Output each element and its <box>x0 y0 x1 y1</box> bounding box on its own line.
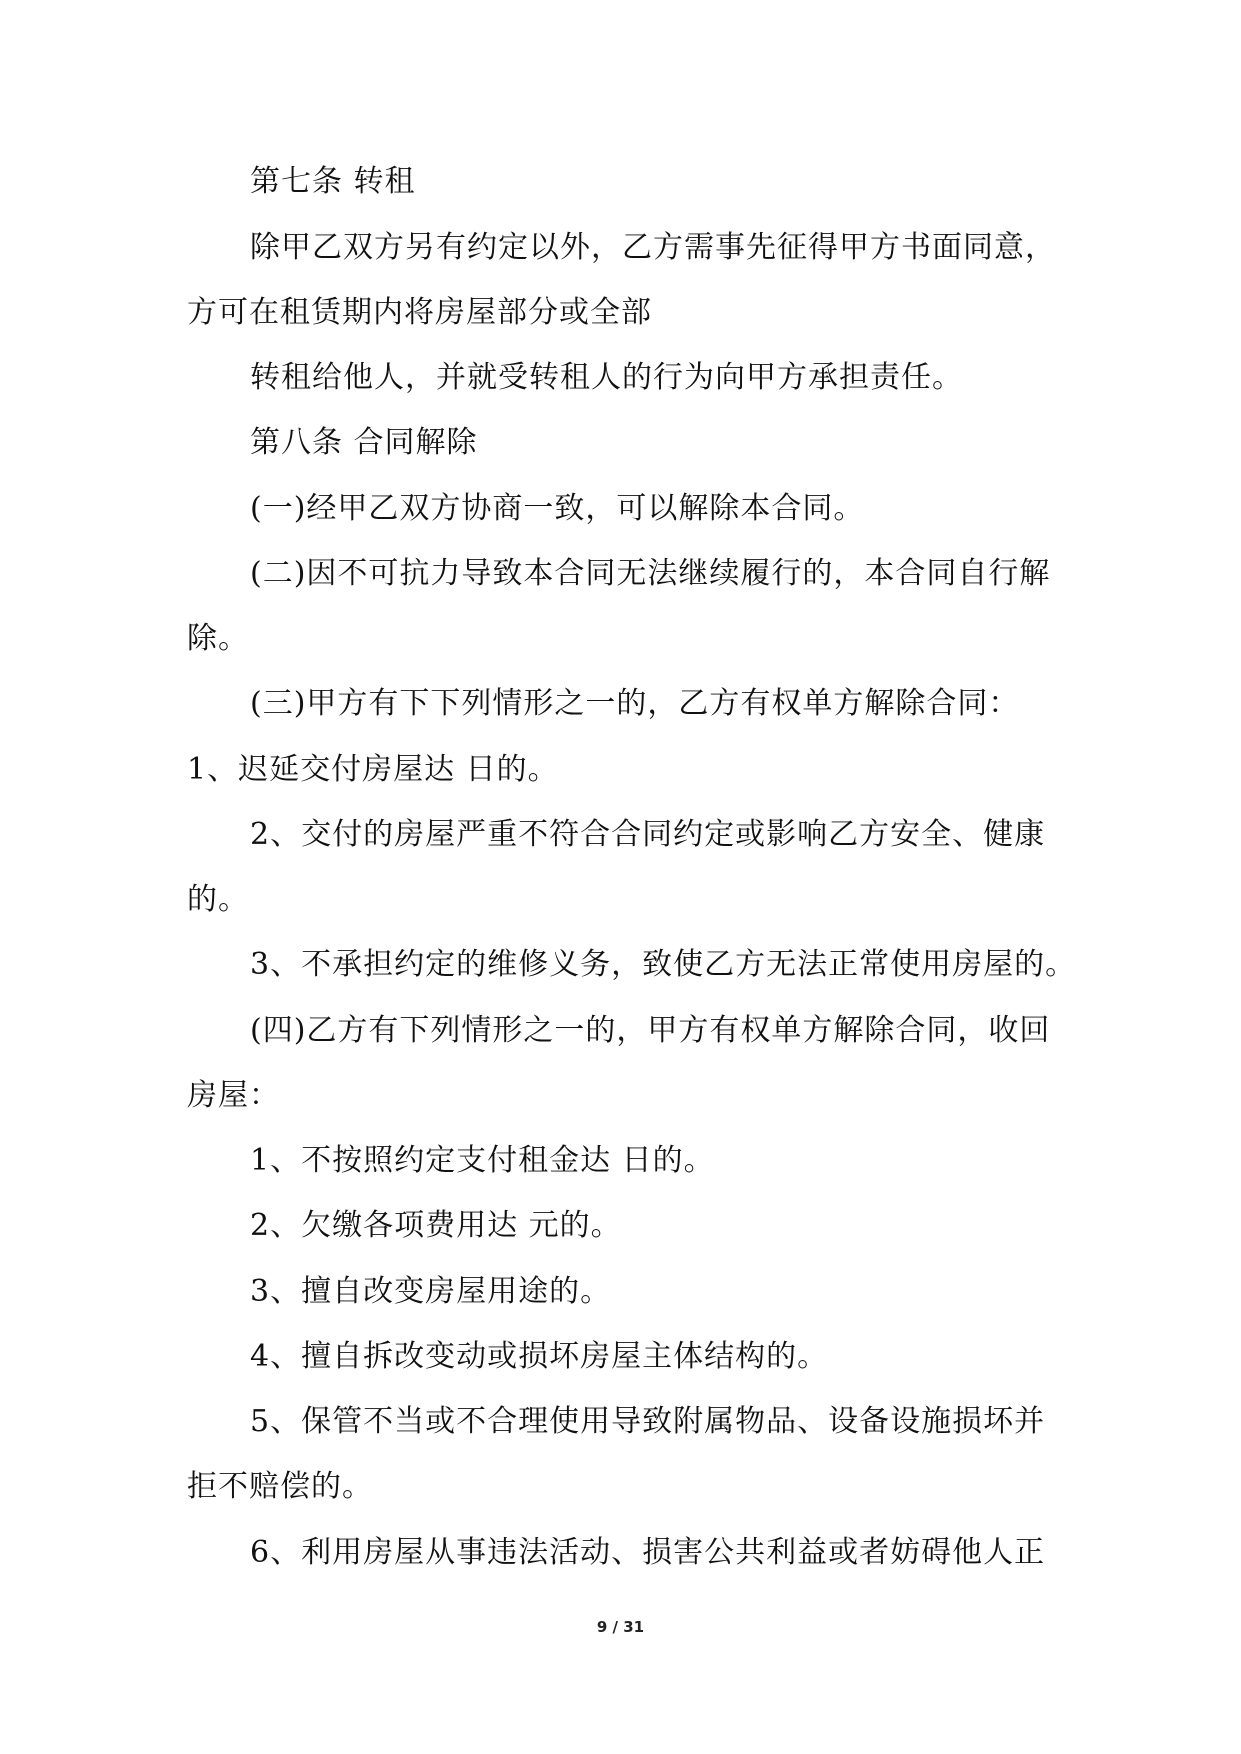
paragraph-line: 1、迟延交付房屋达 日的。 <box>187 752 559 787</box>
paragraph-line: 2、欠缴各项费用达 元的。 <box>250 1208 622 1243</box>
paragraph-line: (三)甲方有下下列情形之一的，乙方有权单方解除合同： <box>250 686 1020 721</box>
paragraph-line: 的。 <box>187 882 249 917</box>
page-number: 9 / 31 <box>596 1618 645 1636</box>
article-8-heading: 第八条 合同解除 <box>250 425 478 460</box>
paragraph-line: 1、不按照约定支付租金达 日的。 <box>250 1143 715 1178</box>
paragraph-line: 2、交付的房屋严重不符合合同约定或影响乙方安全、健康 <box>250 817 1046 852</box>
paragraph-line: (二)因不可抗力导致本合同无法继续履行的，本合同自行解 <box>250 556 1051 591</box>
paragraph-line: 拒不赔偿的。 <box>187 1469 373 1504</box>
paragraph-line: 转租给他人，并就受转租人的行为向甲方承担责任。 <box>250 360 963 395</box>
paragraph-line: 3、不承担约定的维修义务，致使乙方无法正常使用房屋的。 <box>250 947 1077 982</box>
paragraph-line: 4、擅自拆改变动或损坏房屋主体结构的。 <box>250 1339 829 1374</box>
paragraph-line: (四)乙方有下列情形之一的，甲方有权单方解除合同，收回 <box>250 1013 1051 1048</box>
paragraph-line: 除甲乙双方另有约定以外，乙方需事先征得甲方书面同意， <box>250 230 1056 265</box>
paragraph-line: 房屋： <box>187 1078 280 1113</box>
paragraph-line: 5、保管不当或不合理使用导致附属物品、设备设施损坏并 <box>250 1404 1046 1439</box>
paragraph-line: 除。 <box>187 621 249 656</box>
paragraph-line: 方可在租赁期内将房屋部分或全部 <box>187 295 652 330</box>
paragraph-line: 3、擅自改变房屋用途的。 <box>250 1274 612 1309</box>
article-7-heading: 第七条 转租 <box>250 164 416 199</box>
paragraph-line: (一)经甲乙双方协商一致，可以解除本合同。 <box>250 491 865 526</box>
paragraph-line: 6、利用房屋从事违法活动、损害公共利益或者妨碍他人正 <box>250 1535 1046 1570</box>
